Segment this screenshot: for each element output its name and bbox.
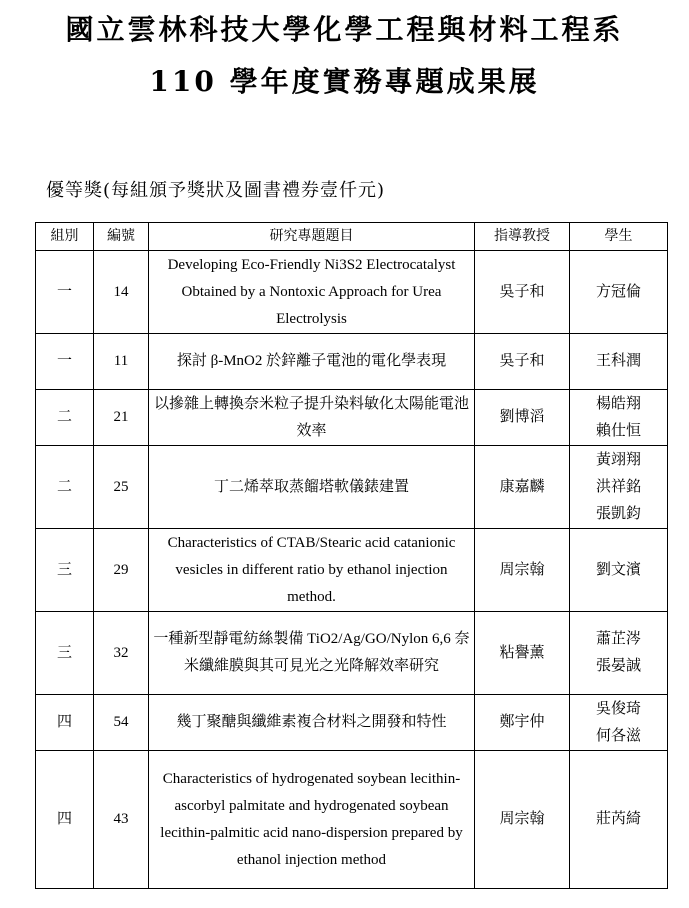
student-name: 楊皓翔 bbox=[595, 395, 641, 412]
cell-group: 三 bbox=[36, 612, 94, 695]
student-name: 賴仕恒 bbox=[595, 422, 641, 439]
student-name: 王科潤 bbox=[595, 353, 641, 369]
cell-advisor: 粘譽薰 bbox=[475, 612, 570, 695]
cell-number: 29 bbox=[94, 529, 149, 612]
cell-group: 一 bbox=[36, 251, 94, 334]
student-name: 方冠倫 bbox=[595, 283, 641, 300]
student-name: 蕭芷涔 bbox=[595, 631, 641, 647]
student-name: 黃翊翔 bbox=[595, 451, 641, 468]
col-header-group: 組別 bbox=[36, 223, 94, 251]
student-name: 何各滋 bbox=[595, 727, 641, 744]
table-row bbox=[36, 251, 668, 334]
cell-group: 四 bbox=[36, 751, 94, 889]
cell-title: 丁二烯萃取蒸餾塔軟儀錶建置 bbox=[149, 446, 475, 529]
table-row bbox=[36, 695, 668, 751]
table-row bbox=[36, 529, 668, 612]
cell-students bbox=[570, 390, 668, 446]
student-name: 張晏誠 bbox=[595, 658, 641, 674]
cell-advisor: 周宗翰 bbox=[475, 529, 570, 612]
cell-title: 一種新型靜電紡絲製備 TiO2/Ag/GO/Nylon 6,6 奈米纖維膜與其可見光之光降解效率研究 bbox=[149, 612, 475, 695]
cell-students bbox=[570, 446, 668, 529]
col-header-students: 學生 bbox=[570, 223, 668, 251]
cell-number: 14 bbox=[94, 251, 149, 334]
table-row bbox=[36, 612, 668, 695]
student-name: 張凱鈞 bbox=[595, 505, 641, 522]
cell-advisor: 周宗翰 bbox=[475, 751, 570, 889]
page-title-line1: 國立雲林科技大學化學工程與材料工程系 bbox=[65, 13, 624, 46]
cell-title: 以摻雜上轉換奈米粒子提升染料敏化太陽能電池效率 bbox=[149, 390, 475, 446]
cell-number: 43 bbox=[94, 751, 149, 889]
cell-students bbox=[570, 695, 668, 751]
col-header-number: 編號 bbox=[94, 223, 149, 251]
cell-title: Developing Eco-Friendly Ni3S2 Electrocatalyst Obtained by a Nontoxic Approach for Urea Electrolysis bbox=[149, 251, 475, 334]
student-name: 劉文濱 bbox=[595, 561, 641, 578]
table-row bbox=[36, 334, 668, 390]
cell-number: 11 bbox=[94, 334, 149, 390]
cell-number: 54 bbox=[94, 695, 149, 751]
cell-group: 三 bbox=[36, 529, 94, 612]
cell-number: 21 bbox=[94, 390, 149, 446]
cell-advisor: 康嘉麟 bbox=[475, 446, 570, 529]
cell-advisor: 劉博滔 bbox=[475, 390, 570, 446]
table-row bbox=[36, 390, 668, 446]
cell-title: 探討 β-MnO2 於鋅離子電池的電化學表現 bbox=[149, 334, 475, 390]
cell-group: 二 bbox=[36, 446, 94, 529]
cell-students bbox=[570, 529, 668, 612]
cell-students bbox=[570, 251, 668, 334]
col-header-advisor: 指導教授 bbox=[475, 223, 570, 251]
results-table bbox=[35, 222, 668, 889]
student-name: 莊芮綺 bbox=[595, 811, 641, 827]
table-row bbox=[36, 751, 668, 889]
cell-number: 25 bbox=[94, 446, 149, 529]
cell-advisor: 吳子和 bbox=[475, 251, 570, 334]
cell-number: 32 bbox=[94, 612, 149, 695]
cell-group: 二 bbox=[36, 390, 94, 446]
page-title-line2: 110 學年度實務專題成果展 bbox=[149, 65, 540, 98]
cell-title: Characteristics of hydrogenated soybean lecithin-ascorbyl palmitate and hydrogenated soybean lecithin-palmitic acid nano-dispersion prepared by ethanol injection method bbox=[149, 751, 475, 889]
table-header-row bbox=[36, 223, 668, 251]
table-row bbox=[36, 446, 668, 529]
cell-students bbox=[570, 751, 668, 889]
col-header-title: 研究專題題目 bbox=[149, 223, 475, 251]
cell-group: 一 bbox=[36, 334, 94, 390]
award-heading: 優等獎(每組頒予獎狀及圖書禮券壹仟元) bbox=[46, 180, 386, 201]
cell-advisor: 鄭宇仲 bbox=[475, 695, 570, 751]
student-name: 洪祥銘 bbox=[595, 478, 641, 495]
cell-title: Characteristics of CTAB/Stearic acid catanionic vesicles in different ratio by ethanol injection method. bbox=[149, 529, 475, 612]
student-name: 吳俊琦 bbox=[595, 700, 641, 717]
cell-advisor: 吳子和 bbox=[475, 334, 570, 390]
cell-students bbox=[570, 334, 668, 390]
cell-group: 四 bbox=[36, 695, 94, 751]
cell-title: 幾丁聚醣與纖維素複合材料之開發和特性 bbox=[149, 695, 475, 751]
cell-students bbox=[570, 612, 668, 695]
